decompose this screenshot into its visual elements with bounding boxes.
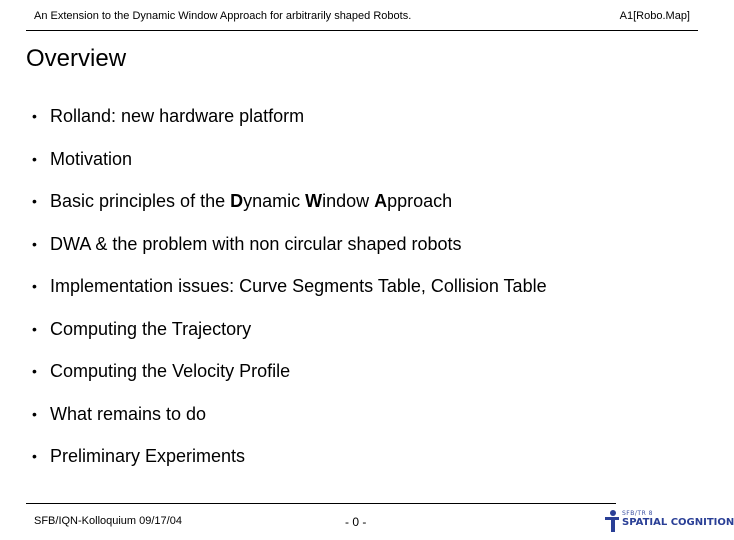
bullet-text-part: pproach [387, 191, 453, 211]
bullet-text: Preliminary Experiments [50, 446, 246, 466]
bullet-icon: • [32, 448, 37, 464]
logo-small-text: SFB/TR 8 [622, 510, 653, 517]
header-title: An Extension to the Dynamic Window Approach for arbitrarily shaped Robots. [34, 10, 412, 22]
bullet-item [32, 401, 547, 444]
bullet-item [32, 103, 547, 146]
bullet-icon: • [32, 405, 37, 422]
bullet-list [32, 103, 547, 486]
bullet-text: Computing the Trajectory [50, 318, 252, 339]
bullet-text: Rolland: new hardware platform [50, 106, 305, 126]
bullet-icon: • [32, 193, 37, 209]
bullet-item [32, 273, 547, 316]
bullet-text: What remains to do [50, 403, 207, 424]
bullet-text-part: ynamic [243, 191, 306, 211]
bullet-text-emph-d: D [230, 191, 244, 211]
bullet-text-emph-w: W [305, 191, 323, 211]
header-project: A1[Robo.Map] [619, 10, 690, 22]
spatial-cognition-logo [604, 507, 734, 535]
bullet-text: Computing the Velocity Profile [50, 361, 291, 381]
footer-event: SFB/IQN-Kolloquium 09/17/04 [34, 515, 182, 527]
bullet-item [32, 231, 547, 274]
bullet-text-pre: Basic principles of the [50, 191, 231, 211]
slide-title: Overview [26, 45, 127, 72]
bullet-text-part: indow [322, 191, 375, 211]
bullet-item [32, 316, 547, 359]
bullet-item [32, 188, 547, 231]
bullet-icon: • [32, 278, 37, 294]
bullet-item [32, 146, 547, 189]
header-divider [26, 30, 698, 31]
bullet-icon: • [32, 363, 37, 379]
person-icon [604, 509, 620, 533]
bullet-item [32, 358, 547, 401]
bullet-icon: • [32, 108, 37, 124]
bullet-text: Motivation [50, 148, 133, 169]
bullet-icon: • [32, 150, 37, 167]
page-number: - 0 - [345, 515, 367, 529]
bullet-text-emph-a: A [374, 191, 388, 211]
bullet-icon: • [32, 320, 37, 337]
bullet-text: Implementation issues: Curve Segments Table, Collision Table [50, 276, 547, 296]
bullet-text: DWA & the problem with non circular shaped robots [50, 233, 462, 254]
bullet-item [32, 443, 547, 486]
logo-name: SPATIAL COGNITION [622, 517, 734, 528]
footer-divider [26, 503, 616, 504]
bullet-icon: • [32, 235, 37, 252]
